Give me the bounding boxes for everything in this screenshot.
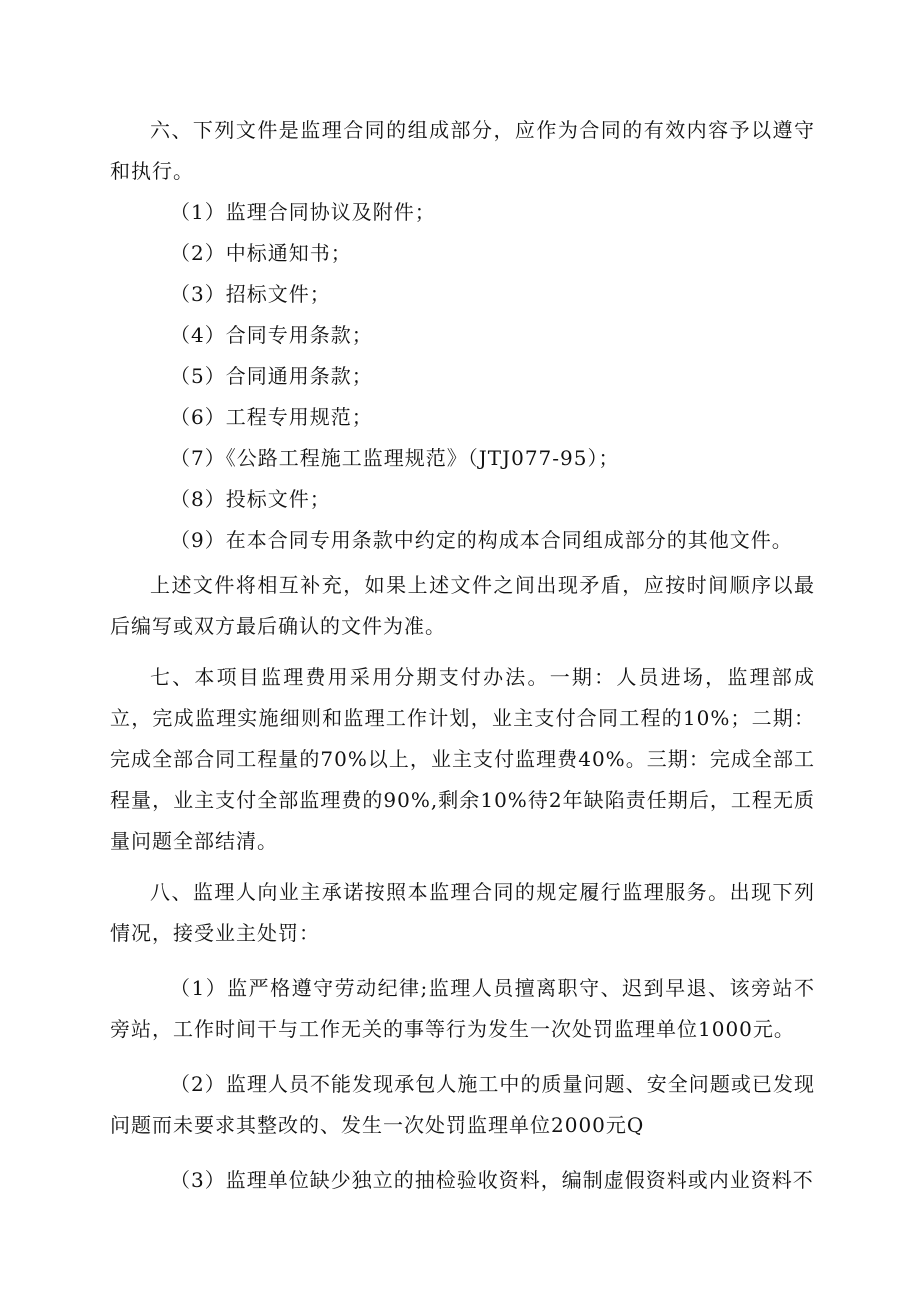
supplement-paragraph: 上述文件将相互补充，如果上述文件之间出现矛盾，应按时间顺序以最后编写或双方最后确认的文件为准。	[110, 573, 815, 638]
list-item: （1）监理合同协议及附件；	[170, 200, 436, 224]
list-item: （7）《公路工程施工监理规范》（JTJ077-95）；	[170, 446, 620, 470]
document-page	[110, 110, 815, 1201]
penalty-item: （1）监严格遵守劳动纪律;监理人员擅离职守、迟到早退、该旁站不旁站，工作时间干与工作无关的事等行为发生一次处罚监理单位1000元。	[110, 976, 815, 1041]
section-seven-paragraph: 七、本项目监理费用采用分期支付办法。一期：人员进场，监理部成立，完成监理实施细则和监理工作计划，业主支付合同工程的10%；二期：完成全部合同工程量的70%以上，业主支付监理费40%。三期：完成全部工程量，业主支付全部监理费的90%,剩余10%待2年缺陷责任期后，工程无质量问题全部结清。	[110, 665, 815, 853]
list-item: （8）投标文件；	[170, 487, 331, 511]
section-six-paragraph: 六、下列文件是监理合同的组成部分，应作为合同的有效内容予以遵守和执行。	[110, 118, 815, 183]
list-item: （3）招标文件；	[170, 282, 331, 306]
list-item: （5）合同通用条款；	[170, 364, 373, 388]
penalty-item: （2）监理人员不能发现承包人施工中的质量问题、安全问题或已发现问题而未要求其整改的、发生一次处罚监理单位2000元Q	[110, 1072, 815, 1137]
list-item: （9）在本合同专用条款中约定的构成本合同组成部分的其他文件。	[170, 528, 793, 552]
penalty-item: （3）监理单位缺少独立的抽检验收资料，编制虚假资料或内业资料不	[170, 1168, 814, 1192]
list-item: （2）中标通知书；	[170, 241, 352, 265]
list-item: （4）合同专用条款；	[170, 323, 373, 347]
list-item: （6）工程专用规范；	[170, 405, 373, 429]
section-eight-paragraph: 八、监理人向业主承诺按照本监理合同的规定履行监理服务。出现下列情况，接受业主处罚：	[110, 880, 815, 945]
